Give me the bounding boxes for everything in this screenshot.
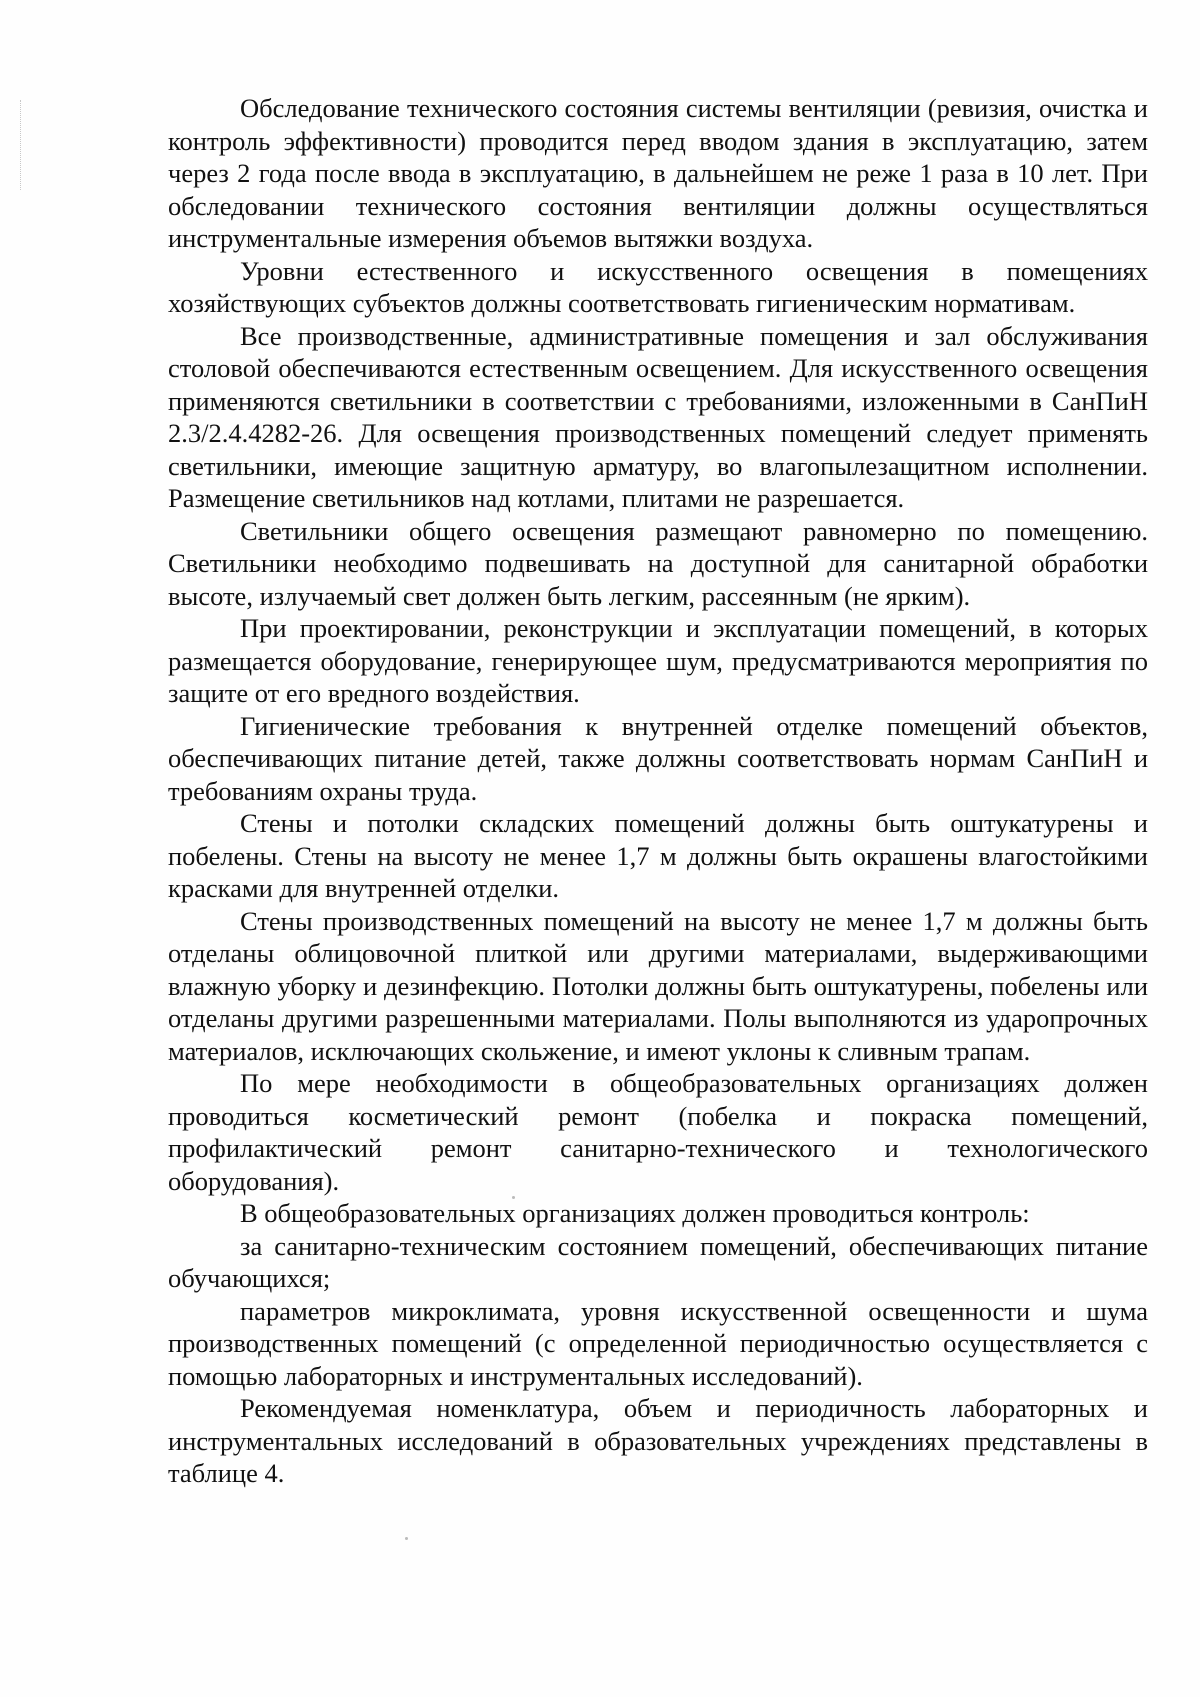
paragraph-natural-lighting: Все производственные, административные помещения и зал обслуживания столовой обеспечиваются естественным освещением. Для искусственного освещения применяются светильники в соответствии с требованиями, изложенными в СанПиН 2.3/2.4.4282-26. Для освещения производственных помещений следует применять светильники, имеющие защитную арматуру, во влагопылезащитном исполнении. Размещение светильников над котлами, плитами не разрешается.: [168, 320, 1148, 513]
paragraph-ventilation-inspection: Обследование технического состояния системы вентиляции (ревизия, очистка и контроль эффективности) проводится перед вводом здания в эксплуатацию, затем через 2 года после ввода в эксплуатацию, в дальнейшем не реже 1 раза в 10 лет. При обследовании технического состояния вентиляции должны осуществляться инструментальные измерения объемов вытяжки воздуха.: [168, 93, 1148, 253]
paragraph-production-walls: Стены производственных помещений на высоту не менее 1,7 м должны быть отделаны облицовочной плиткой или другими материалами, выдерживающими влажную уборку и дезинфекцию. Потолки должны быть оштукатурены, побелены или отделаны другими разрешенными материалами. Полы выполняются из ударопрочных материалов, исключающих скольжение, и имеют уклоны к сливным трапам.: [168, 905, 1148, 1066]
list-item-microclimate-control: параметров микроклимата, уровня искусственной освещенности и шума производственных помещений (с определенной периодичностью осуществляется с помощью лабораторных и инструментальных исследований).: [168, 1295, 1148, 1391]
paragraph-general-lighting-fixtures: Светильники общего освещения размещают равномерно по помещению. Светильники необходимо подвешивать на доступной для санитарной обработки высоте, излучаемый свет должен быть легким, рассеянным (не ярким).: [168, 515, 1148, 611]
paragraph-noise-protection: При проектировании, реконструкции и эксплуатации помещений, в которых размещается оборудование, генерирующее шум, предусматриваются мероприятия по защите от его вредного воздействия.: [168, 613, 1148, 708]
list-item-sanitary-control: за санитарно-техническим состоянием помещений, обеспечивающих питание обучающихся;: [168, 1230, 1148, 1293]
paragraph-interior-finish-requirements: Гигиенические требования к внутренней отделке помещений объектов, обеспечивающих питание детей, также должны соответствовать нормам СанПиН и требованиям охраны труда.: [168, 710, 1148, 806]
document-body: [168, 92, 1148, 1490]
paragraph-lighting-levels: Уровни естественного и искусственного освещения в помещениях хозяйствующих субъектов должны соответствовать гигиеническим нормативам.: [168, 255, 1148, 318]
paragraph-control-intro: В общеобразовательных организациях должен проводиться контроль:: [240, 1198, 1030, 1228]
paragraph-storage-walls: Стены и потолки складских помещений должны быть оштукатурены и побелены. Стены на высоту не менее 1,7 м должны быть окрашены влагостойкими красками для внутренней отделки.: [168, 808, 1148, 903]
margin-scan-marks: [20, 100, 23, 190]
scan-speck: [405, 1537, 408, 1540]
paragraph-cosmetic-repair: По мере необходимости в общеобразовательных организациях должен проводиться косметический ремонт (побелка и покраска помещений, профилактический ремонт санитарно-технического и технологического оборудования).: [168, 1068, 1148, 1196]
paragraph-recommended-studies: Рекомендуемая номенклатура, объем и периодичность лабораторных и инструментальных исследований в образовательных учреждениях представлены в таблице 4.: [168, 1393, 1148, 1488]
